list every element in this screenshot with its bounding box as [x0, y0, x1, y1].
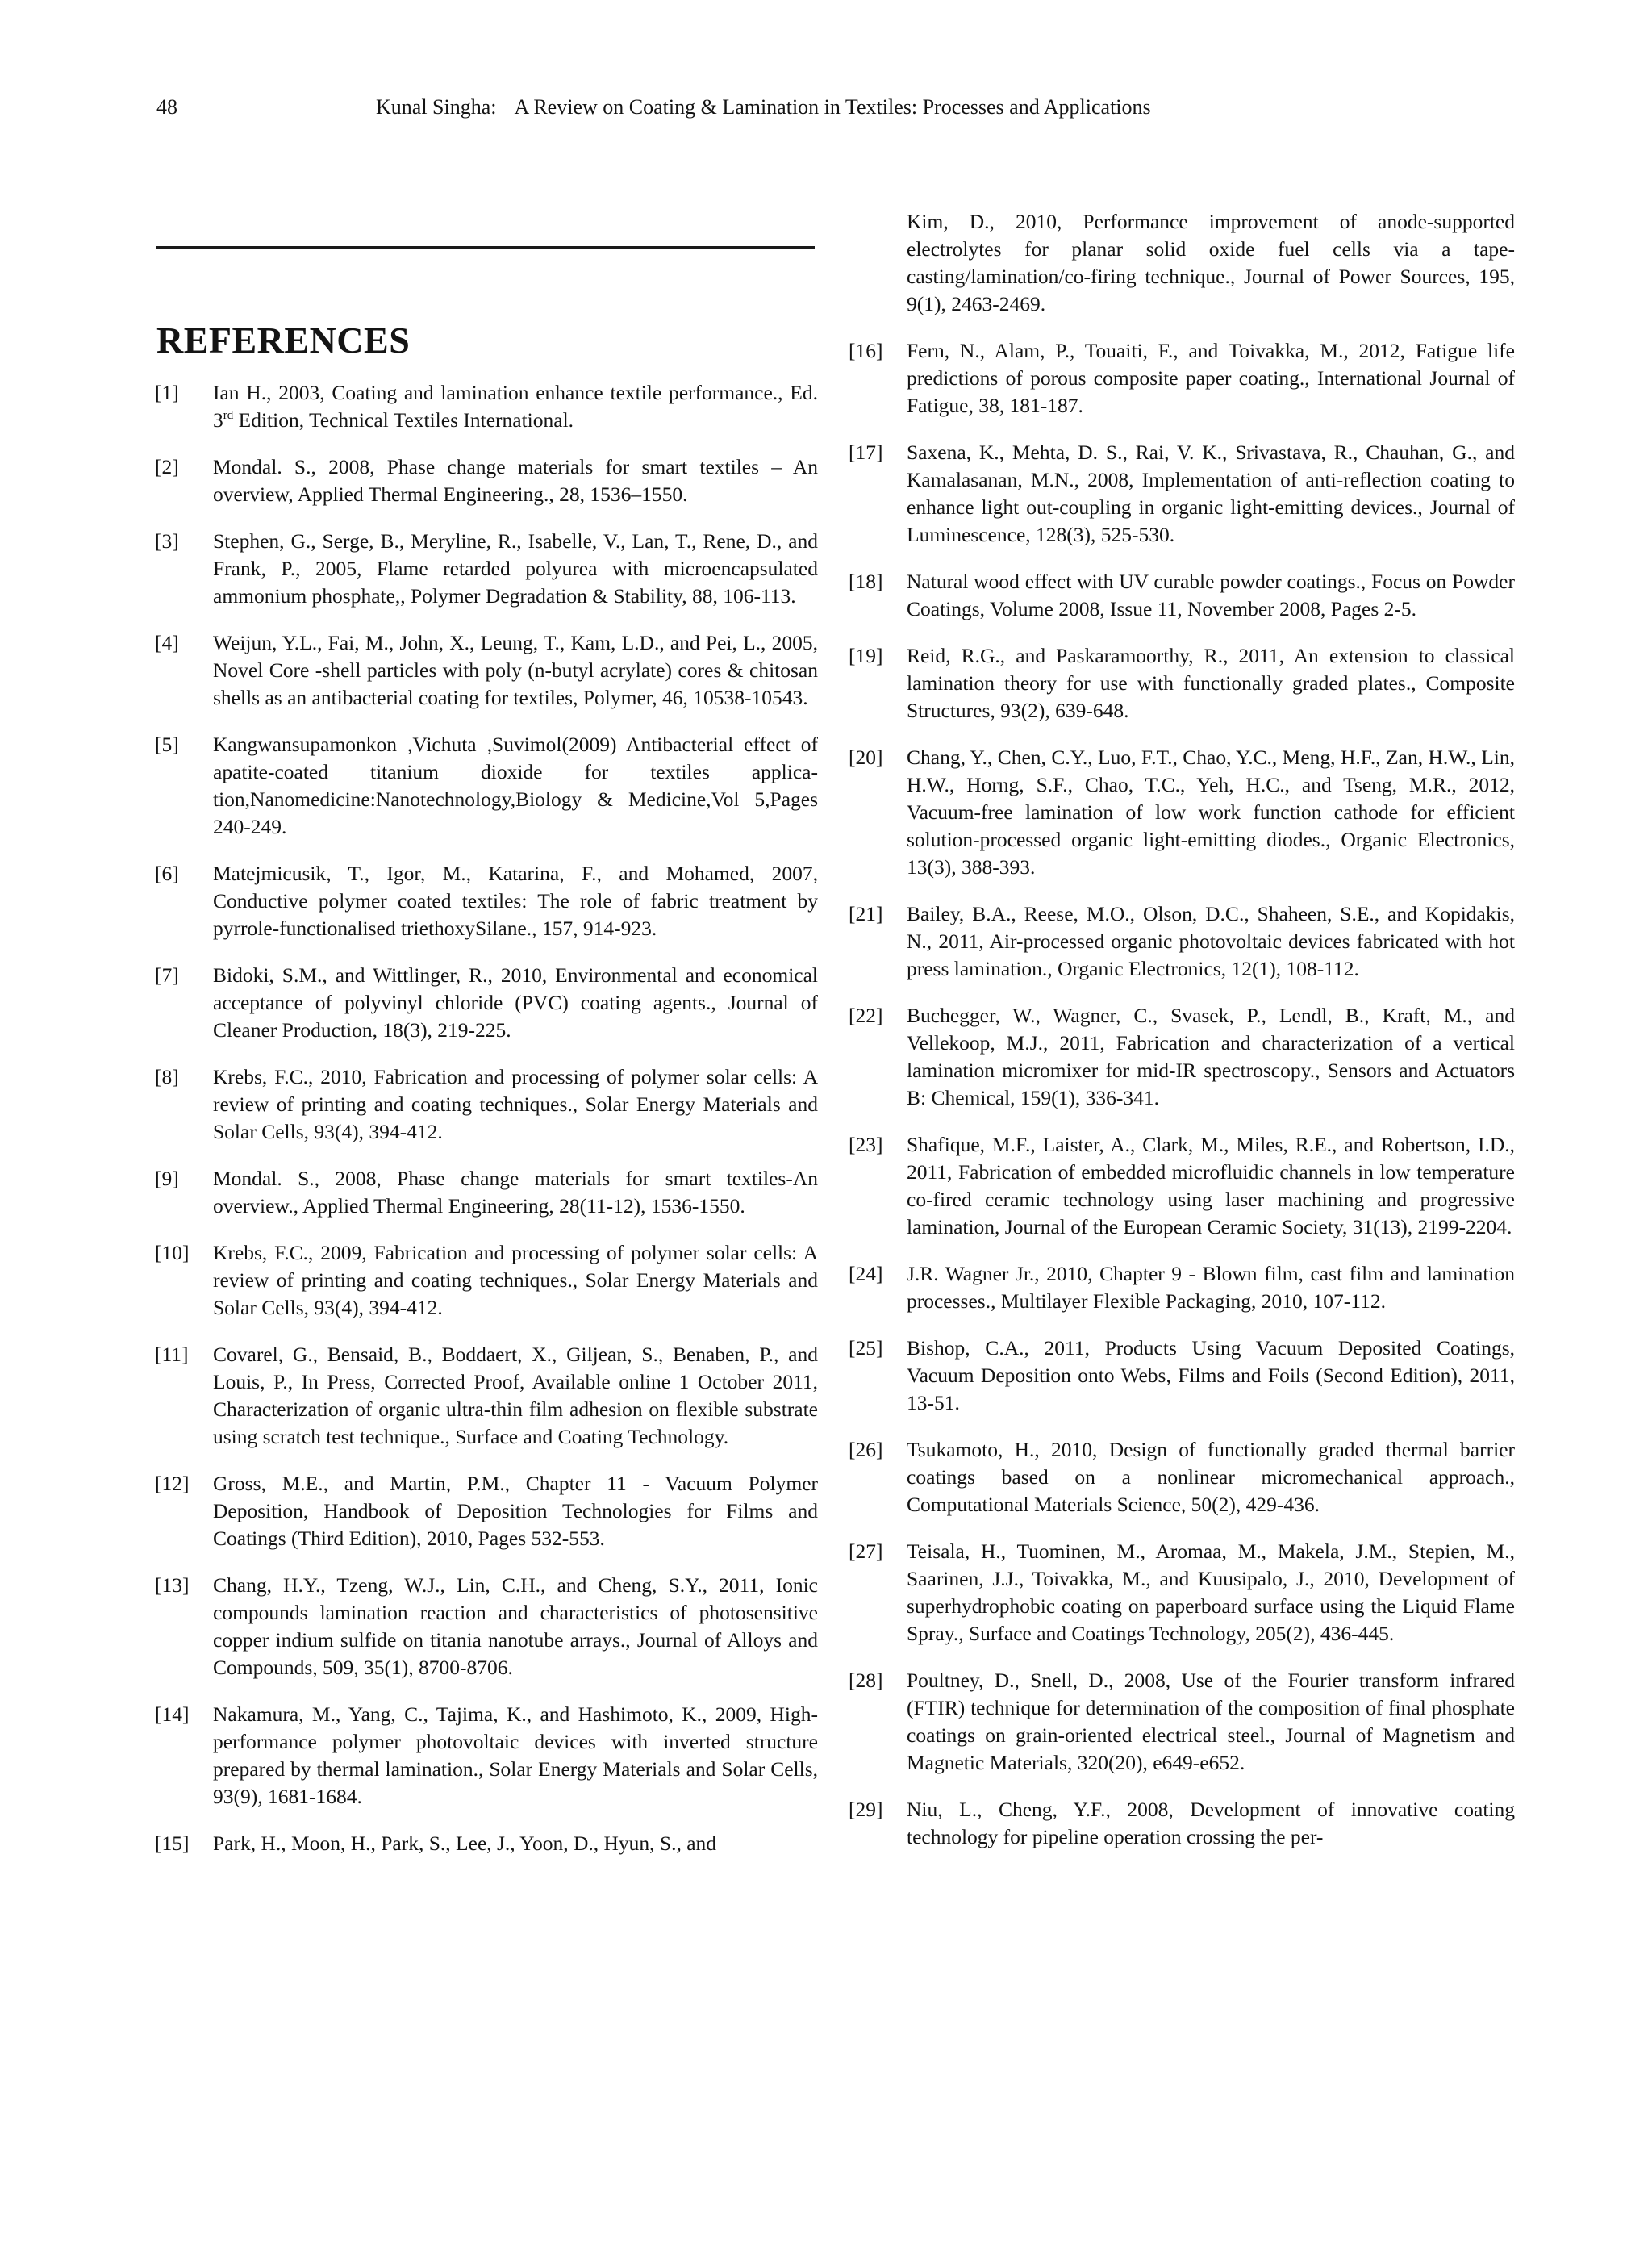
reference-item: [849, 1335, 1515, 1417]
reference-text: Gross, M.E., and Martin, P.M., Chapter 11 - Vacuum Polymer Deposition, Handbook of Deposition Technologies for Films and Coatings (Third Edition), 2010, Pages 532-553.: [213, 1472, 818, 1550]
reference-item: [849, 1131, 1515, 1241]
reference-item: [155, 860, 818, 942]
reference-number: [7]: [155, 963, 179, 987]
reference-number: [11]: [155, 1343, 189, 1366]
reference-item: [155, 962, 818, 1044]
reference-item: [849, 1538, 1515, 1648]
reference-item: [155, 1830, 818, 1857]
reference-number: [2]: [155, 455, 179, 478]
reference-text: Covarel, G., Bensaid, B., Boddaert, X., Giljean, S., Benaben, P., and Louis, P., In Press, Corrected Proof, Available online 1 October 2011, Characterization of organic ultra-thin film adhesion on flexible substrate using scratch test technique., Surface and Coating Technology.: [213, 1343, 818, 1448]
reference-number: [13]: [155, 1573, 190, 1597]
reference-number: [5]: [155, 733, 179, 756]
reference-text: Nakamura, M., Yang, C., Tajima, K., and Hashimoto, K., 2009, High-performance polymer photovoltaic devices with inverted structure prepared by thermal lamination., Solar Energy Materials and Solar Cells, 93(9), 1681-1684.: [213, 1702, 818, 1808]
reference-number: [6]: [155, 862, 179, 885]
reference-number: [15]: [155, 1832, 190, 1855]
reference-item: [155, 379, 818, 434]
reference-text: Buchegger, W., Wagner, C., Svasek, P., Lendl, B., Kraft, M., and Vellekoop, M.J., 2011, Fabrication and characterization of a vertical lamination micromixer for mid-IR spectroscopy., Sensors and Actuators B: Chemical, 159(1), 336-341.: [907, 1004, 1515, 1109]
reference-item: [155, 528, 818, 610]
reference-number: [9]: [155, 1167, 179, 1190]
reference-number: [27]: [849, 1539, 883, 1563]
reference-text: Natural wood effect with UV curable powder coatings., Focus on Powder Coatings, Volume 2008, Issue 11, November 2008, Pages 2-5.: [907, 570, 1515, 620]
reference-item: [155, 1701, 818, 1811]
reference-number: [10]: [155, 1241, 190, 1264]
reference-item: [155, 1470, 818, 1552]
reference-text: Edition, Technical Textiles International.: [233, 408, 574, 432]
reference-number: [12]: [155, 1472, 190, 1495]
reference-text: Ian H., 2003, Coating and lamination enhance textile performance., Ed. 3: [213, 381, 818, 432]
reference-number: [3]: [155, 529, 179, 553]
reference-text: Reid, R.G., and Paskaramoorthy, R., 2011, An extension to classical lamination theory for use with functionally graded plates., Composite Structures, 93(2), 639-648.: [907, 644, 1515, 722]
reference-item: [849, 337, 1515, 420]
reference-text: Stephen, G., Serge, B., Meryline, R., Isabelle, V., Lan, T., Rene, D., and Frank, P., 2005, Flame retarded polyurea with microencapsulated ammonium phosphate,, Polymer Degradation & Stability, 88, 106-113.: [213, 529, 818, 608]
reference-number: [14]: [155, 1702, 190, 1726]
reference-item: [155, 731, 818, 841]
running-author: Kunal Singha:: [376, 95, 497, 119]
reference-superscript: rd: [223, 409, 234, 422]
reference-text: Park, H., Moon, H., Park, S., Lee, J., Yoon, D., Hyun, S., and: [213, 1832, 717, 1855]
reference-continuation: Kim, D., 2010, Performance improvement of anode-supported electrolytes for planar solid oxide fuel cells via a tape-casting/lamination/co-firing technique., Journal of Power Sources, 195, 9(1), 2463-2469.: [907, 210, 1515, 315]
reference-number: [16]: [849, 339, 883, 362]
reference-number: [28]: [849, 1669, 883, 1692]
reference-item: [849, 744, 1515, 881]
section-divider: [156, 246, 815, 249]
left-column: [155, 379, 818, 1857]
running-header: [0, 95, 1652, 127]
reference-text: Bishop, C.A., 2011, Products Using Vacuum Deposited Coatings, Vacuum Deposition onto Webs, Films and Foils (Second Edition), 2011, 13-51.: [907, 1336, 1515, 1414]
reference-text: Kangwansupamonkon ,Vichuta ,Suvimol(2009) Antibacterial effect of apatite-coated titanium dioxide for textiles application,Nanomedicine:Nanotechnology,Biology & Medicine,Vol 5,Pages 240-249.: [213, 733, 818, 838]
running-title: [376, 95, 1151, 119]
reference-number: [26]: [849, 1438, 883, 1461]
reference-item: [155, 1341, 818, 1451]
reference-number: [21]: [849, 902, 883, 925]
reference-text: Saxena, K., Mehta, D. S., Rai, V. K., Srivastava, R., Chauhan, G., and Kamalasanan, M.N., 2008, Implementation of anti-reflection coating to enhance light out-coupling in organic light-emitting devices., Journal of Luminescence, 128(3), 525-530.: [907, 441, 1515, 546]
reference-number: [1]: [155, 381, 179, 404]
reference-text: Poultney, D., Snell, D., 2008, Use of the Fourier transform infrared (FTIR) technique for determination of the composition of final phosphate coatings on grain-oriented electrical steel., Journal of Magnetism and Magnetic Materials, 320(20), e649-e652.: [907, 1669, 1515, 1774]
reference-item: [849, 1436, 1515, 1518]
reference-number: [19]: [849, 644, 883, 667]
references-heading: REFERENCES: [156, 320, 411, 361]
reference-number: [20]: [849, 746, 883, 769]
reference-text: Matejmicusik, T., Igor, M., Katarina, F., and Mohamed, 2007, Conductive polymer coated textiles: The role of fabric treatment by pyrrole-functionalised triethoxySilane., 157, 914-923.: [213, 862, 818, 940]
reference-item: [155, 1165, 818, 1220]
reference-text: Weijun, Y.L., Fai, M., John, X., Leung, T., Kam, L.D., and Pei, L., 2005, Novel Core -shell particles with poly (n-butyl acrylate) cores & chitosan shells as an antibacterial coating for textiles, Polymer, 46, 10538-10543.: [213, 631, 818, 709]
reference-number: [22]: [849, 1004, 883, 1027]
reference-item: [155, 1063, 818, 1146]
reference-text: Bailey, B.A., Reese, M.O., Olson, D.C., Shaheen, S.E., and Kopidakis, N., 2011, Air-processed organic photovoltaic devices fabricated with hot press lamination., Organic Electronics, 12(1), 108-112.: [907, 902, 1515, 980]
reference-text: Mondal. S., 2008, Phase change materials for smart textiles-An overview., Applied Thermal Engineering, 28(11-12), 1536-1550.: [213, 1167, 818, 1218]
reference-text: Shafique, M.F., Laister, A., Clark, M., Miles, R.E., and Robertson, I.D., 2011, Fabrication of embedded microfluidic channels in low temperature co-fired ceramic technology using laser machining and progressive lamination, Journal of the European Ceramic Society, 31(13), 2199-2204.: [907, 1133, 1515, 1238]
reference-text: Chang, H.Y., Tzeng, W.J., Lin, C.H., and Cheng, S.Y., 2011, Ionic compounds lamination reaction and characteristics of photosensitive copper indium sulfide on titania nanotube arrays., Journal of Alloys and Compounds, 509, 35(1), 8700-8706.: [213, 1573, 818, 1679]
reference-number: [24]: [849, 1262, 883, 1285]
reference-text: Mondal. S., 2008, Phase change materials for smart textiles – An overview, Applied Thermal Engineering., 28, 1536–1550.: [213, 455, 818, 506]
reference-item: [849, 439, 1515, 549]
reference-text: Tsukamoto, H., 2010, Design of functionally graded thermal barrier coatings based on a nonlinear micromechanical approach., Computational Materials Science, 50(2), 429-436.: [907, 1438, 1515, 1516]
reference-text: Chang, Y., Chen, C.Y., Luo, F.T., Chao, Y.C., Meng, H.F., Zan, H.W., Lin, H.W., Horng, S.F., Chao, T.C., Yeh, H.C., and Tseng, M.R., 2012, Vacuum-free lamination of low work function cathode for efficient solution-processed organic light-emitting diodes., Organic Electronics, 13(3), 388-393.: [907, 746, 1515, 879]
reference-text: Bidoki, S.M., and Wittlinger, R., 2010, Environmental and economical acceptance of polyvinyl chloride (PVC) coating agents., Journal of Cleaner Production, 18(3), 219-225.: [213, 963, 818, 1042]
reference-number: [8]: [155, 1065, 179, 1088]
reference-item: [849, 1667, 1515, 1777]
reference-text: Krebs, F.C., 2010, Fabrication and processing of polymer solar cells: A review of printing and coating techniques., Solar Energy Materials and Solar Cells, 93(4), 394-412.: [213, 1065, 818, 1143]
reference-item: [849, 568, 1515, 623]
reference-text: Krebs, F.C., 2009, Fabrication and processing of polymer solar cells: A review of printing and coating techniques., Solar Energy Materials and Solar Cells, 93(4), 394-412.: [213, 1241, 818, 1319]
paper-title: A Review on Coating & Lamination in Textiles: Processes and Applications: [514, 95, 1151, 119]
page-number: 48: [156, 95, 177, 119]
reference-item: [849, 642, 1515, 725]
reference-item: [155, 629, 818, 712]
reference-text: Niu, L., Cheng, Y.F., 2008, Development of innovative coating technology for pipeline operation crossing the per-: [907, 1798, 1515, 1848]
reference-number: [29]: [849, 1798, 883, 1821]
reference-text: J.R. Wagner Jr., 2010, Chapter 9 - Blown film, cast film and lamination processes., Multilayer Flexible Packaging, 2010, 107-112.: [907, 1262, 1515, 1313]
reference-number: [17]: [849, 441, 883, 464]
reference-item: [155, 1239, 818, 1322]
reference-item: [155, 453, 818, 508]
reference-number: [18]: [849, 570, 883, 593]
reference-number: [23]: [849, 1133, 883, 1156]
right-column: [849, 208, 1515, 1851]
reference-text: Fern, N., Alam, P., Touaiti, F., and Toivakka, M., 2012, Fatigue life predictions of porous composite paper coating., International Journal of Fatigue, 38, 181-187.: [907, 339, 1515, 417]
reference-number: [4]: [155, 631, 179, 654]
reference-text: Teisala, H., Tuominen, M., Aromaa, M., Makela, J.M., Stepien, M., Saarinen, J.J., Toivakka, M., and Kuusipalo, J., 2010, Development of superhydrophobic coating on paperboard surface using the Liquid Flame Spray., Surface and Coatings Technology, 205(2), 436-445.: [907, 1539, 1515, 1645]
reference-item: [849, 1002, 1515, 1112]
reference-item: [849, 1260, 1515, 1315]
reference-item: [155, 1572, 818, 1681]
reference-number: [25]: [849, 1336, 883, 1360]
reference-item: [849, 900, 1515, 983]
reference-item: [849, 1796, 1515, 1851]
